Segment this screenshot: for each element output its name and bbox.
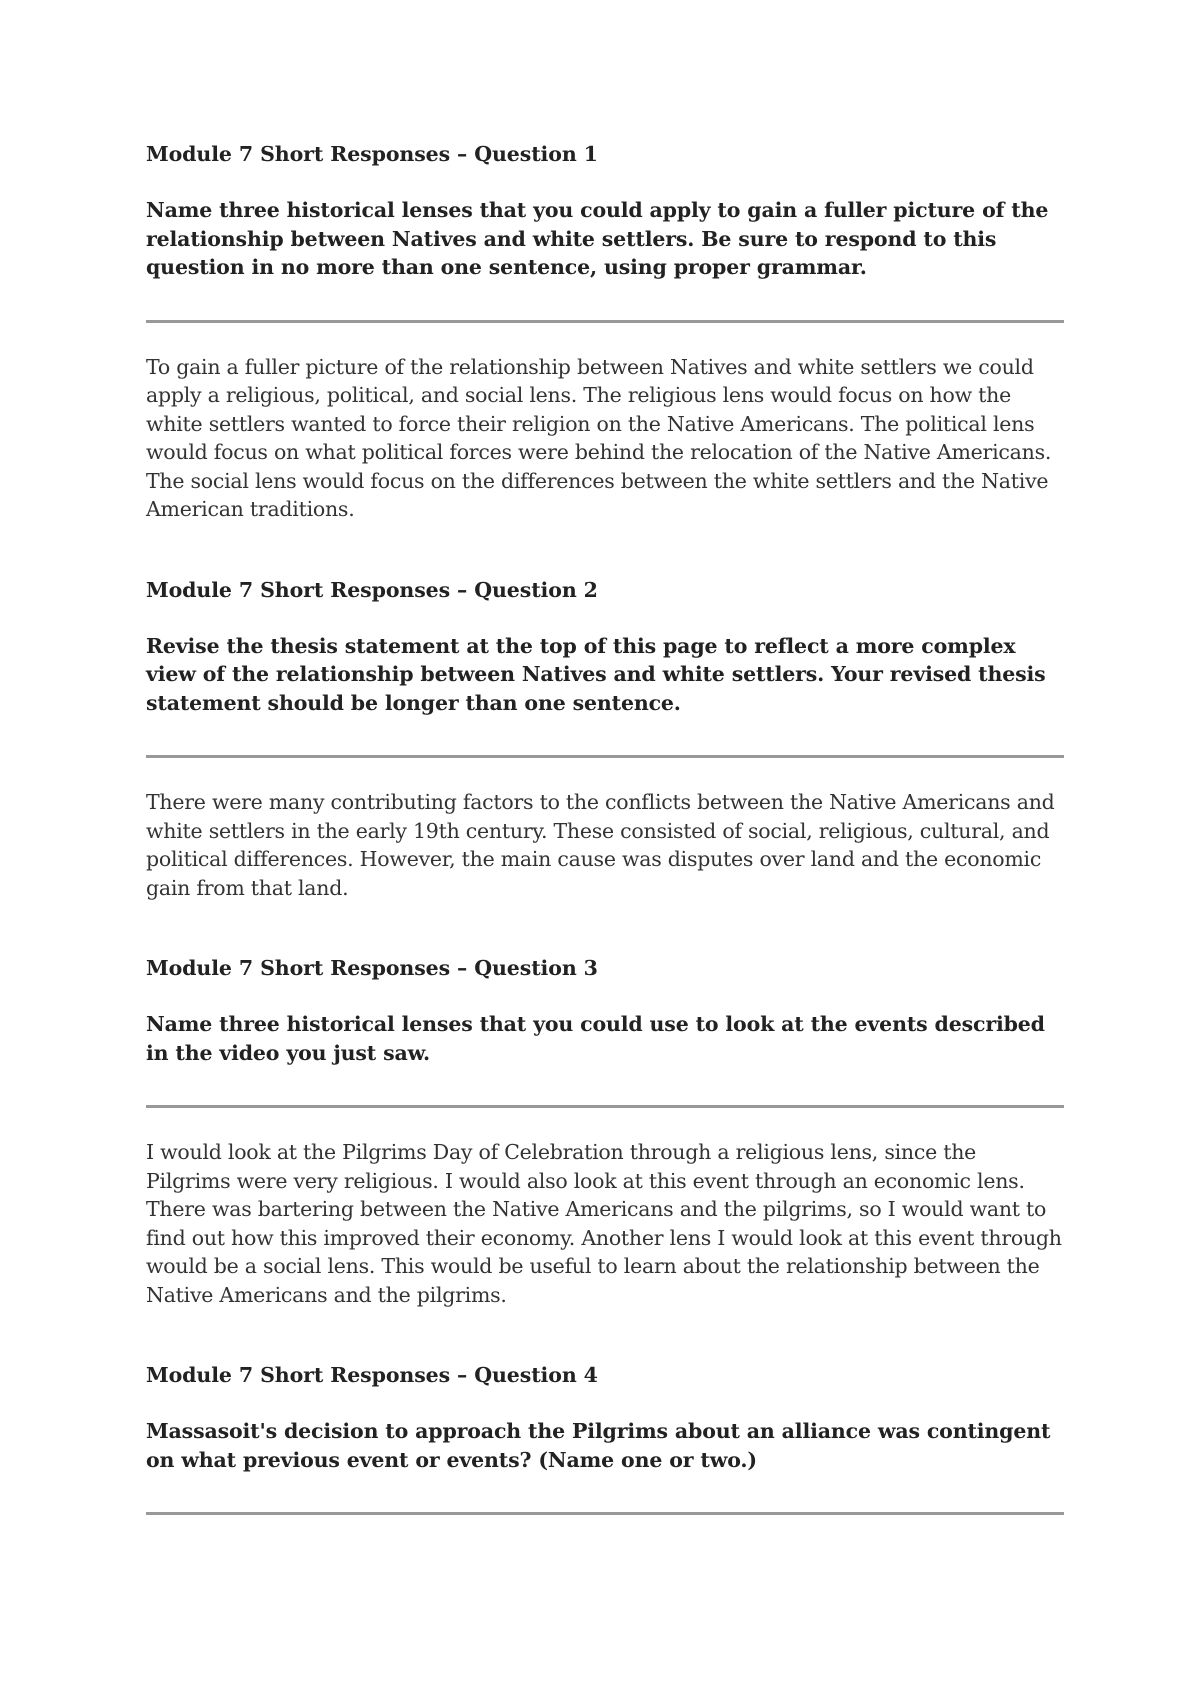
question-block-2 <box>146 576 1064 903</box>
question-prompt: Massasoit's decision to approach the Pilgrims about an alliance was contingent on what previous event or events? (Name one or two.) <box>146 1419 1051 1472</box>
question-block-3 <box>146 954 1064 1309</box>
question-heading: Module 7 Short Responses – Question 1 <box>146 142 598 166</box>
document-page <box>146 140 1064 1515</box>
question-prompt: Name three historical lenses that you could use to look at the events described in the video you just saw. <box>146 1012 1045 1065</box>
divider <box>146 1105 1064 1108</box>
question-heading: Module 7 Short Responses – Question 3 <box>146 956 598 980</box>
divider <box>146 1512 1064 1515</box>
answer-text: To gain a fuller picture of the relationship between Natives and white settlers we could apply a religious, political, and social lens. The religious lens would focus on how the white settlers wanted to force their religion on the Native Americans. The political lens would focus on what political forces were behind the relocation of the Native Americans. The social lens would focus on the differences between the white settlers and the Native American traditions. <box>146 354 1052 521</box>
question-heading: Module 7 Short Responses – Question 4 <box>146 1363 598 1387</box>
question-prompt: Revise the thesis statement at the top of this page to reflect a more complex view of the relationship between Natives and white settlers. Your revised thesis statement should be longer than one sentence. <box>146 633 1046 715</box>
question-block-4 <box>146 1361 1064 1515</box>
answer-text: There were many contributing factors to the conflicts between the Native Americans and white settlers in the early 19th century. These consisted of social, religious, cultural, and political differences. However, the main cause was disputes over land and the economic gain from that land. <box>146 790 1055 900</box>
question-heading: Module 7 Short Responses – Question 2 <box>146 577 598 602</box>
question-prompt: Name three historical lenses that you could apply to gain a fuller picture of the relationship between Natives and white settlers. Be sure to respond to this question in no more than one sentence, using proper grammar. <box>146 198 1049 279</box>
answer-text: I would look at the Pilgrims Day of Celebration through a religious lens, since the Pilgrims were very religious. I would also look at this event through an economic lens. There was bartering between the Native Americans and the pilgrims, so I would want to find out how this improved their economy. Another lens I would look at this event through would be a social lens. This would be useful to learn about the relationship between the Native Americans and the pilgrims. <box>146 1140 1062 1307</box>
divider <box>146 755 1064 758</box>
question-block-1 <box>146 140 1064 524</box>
divider <box>146 320 1064 323</box>
